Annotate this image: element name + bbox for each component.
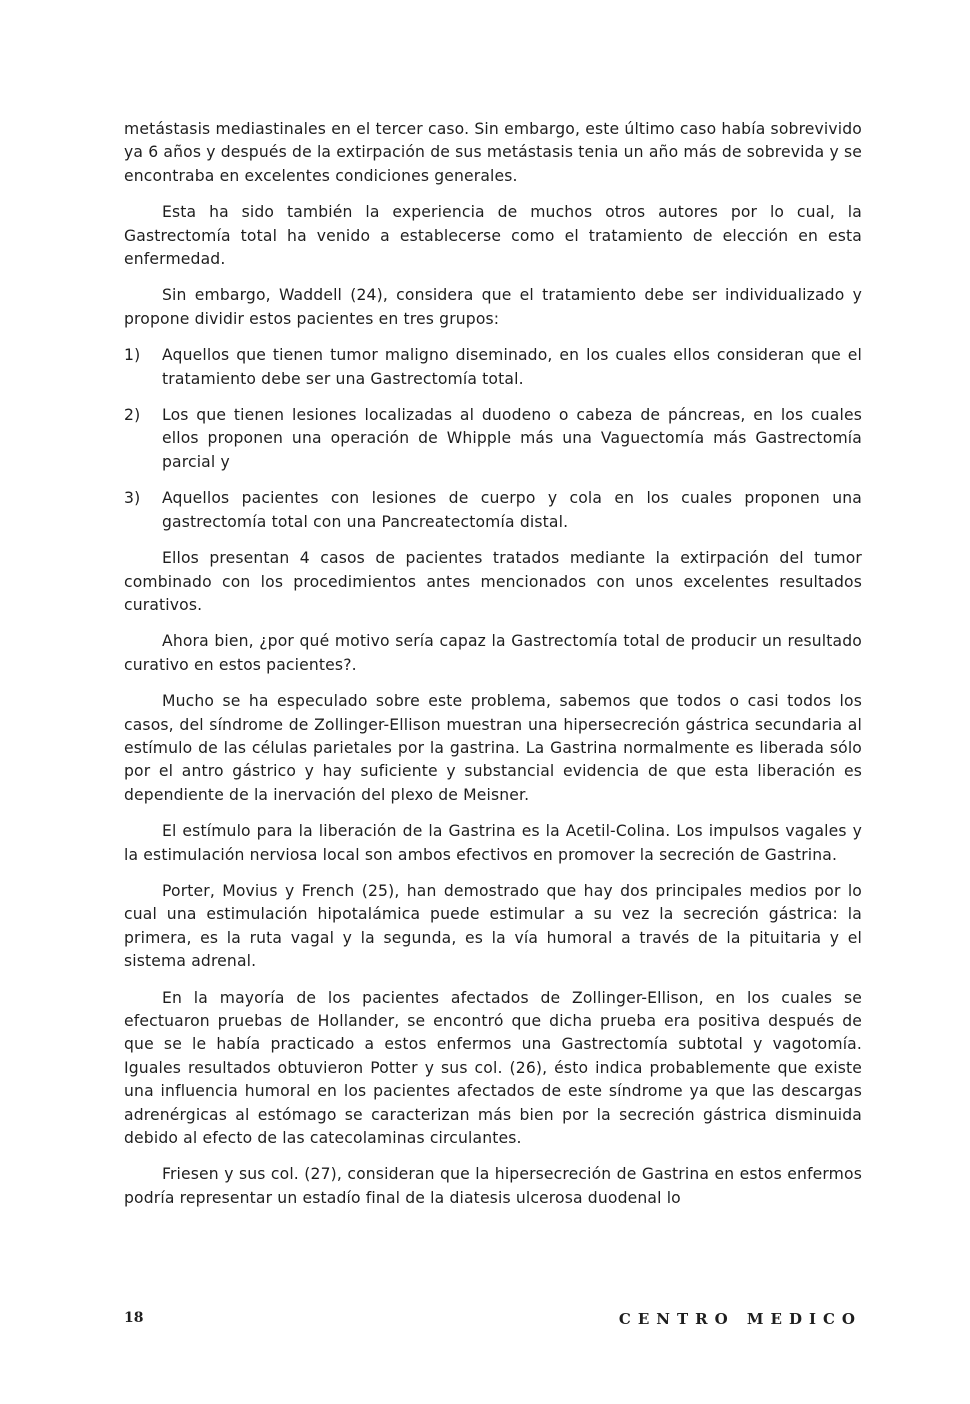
- paragraph-2: Esta ha sido también la experiencia de muchos otros autores por lo cual, la Gastrectomía total ha venido a establecerse como el tratamiento de elección en esta enfermedad.: [124, 203, 862, 269]
- paragraph-6: Mucho se ha especulado sobre este problema, sabemos que todos o casi todos los casos, del síndrome de Zollinger-Ellison muestran una hipersecreción gástrica secundaria al estímulo de las células parietales por la gastrina. La Gastrina normalmente es liberada sólo por el antro gástrico y hay suficiente y substancial evidencia de que esta liberación es dependiente de la inervación del plexo de Meisner.: [124, 692, 862, 804]
- list-text: Aquellos que tienen tumor maligno diseminado, en los cuales ellos consideran que el tratamiento debe ser una Gastrectomía total.: [162, 346, 862, 388]
- list-text: Aquellos pacientes con lesiones de cuerpo y cola en los cuales proponen una gastrectomía total con una Pancreatectomía distal.: [162, 489, 862, 531]
- paragraph-8: Porter, Movius y French (25), han demostrado que hay dos principales medios por lo cual una estimulación hipotalámica puede estimular a su vez la secreción gástrica: la primera, es la ruta vagal y la segunda, es la vía humoral a través de la pituitaria y el sistema adrenal.: [124, 881, 862, 971]
- paragraph-1: metástasis mediastinales en el tercer caso. Sin embargo, este último caso había sobrevivido ya 6 años y después de la extirpación de sus metástasis tenia un año más de sobrevida y se encontraba en excelentes condiciones generales.: [124, 120, 862, 185]
- journal-name: CENTRO MEDICO: [618, 1310, 862, 1328]
- list-number: 3): [124, 489, 141, 508]
- paragraph-4: Ellos presentan 4 casos de pacientes tratados mediante la extirpación del tumor combinado con los procedimientos antes mencionados con unos excelentes resultados curativos.: [124, 549, 862, 614]
- list-number: 1): [124, 346, 141, 365]
- list-item-2: [124, 404, 862, 474]
- list-item-3: [124, 487, 862, 534]
- paragraph-10: Friesen y sus col. (27), consideran que la hipersecreción de Gastrina en estos enfermos podría representar un estadío final de la diatesis ulcerosa duodenal lo: [124, 1165, 862, 1207]
- list-item-1: [124, 344, 862, 391]
- page-number: 18: [124, 1310, 144, 1326]
- list-number: 2): [124, 406, 141, 425]
- paragraph-9: En la mayoría de los pacientes afectados de Zollinger-Ellison, en los cuales se efectuaron pruebas de Hollander, se encontró que dicha prueba era positiva después de que se le había practicado a estos enfermos una Gastrectomía subtotal y vagotomía. Iguales resultados obtuvieron Potter y sus col. (26), ésto indica probablemente que existe una influencia humoral en los pacientes afectados de este síndrome ya que las descargas adrenérgicas al estómago se caracterizan más bien por la secreción gástrica disminuida debido al efecto de las catecolaminas circulantes.: [124, 988, 862, 1148]
- paragraph-3: Sin embargo, Waddell (24), considera que el tratamiento debe ser individualizado y propone dividir estos pacientes en tres grupos:: [124, 286, 862, 328]
- page-body: [124, 118, 862, 1223]
- page-footer: [124, 1310, 862, 1332]
- paragraph-5: Ahora bien, ¿por qué motivo sería capaz la Gastrectomía total de producir un resultado curativo en estos pacientes?.: [124, 632, 862, 674]
- paragraph-7: El estímulo para la liberación de la Gastrina es la Acetil-Colina. Los impulsos vagales y la estimulación nerviosa local son ambos efectivos en promover la secreción de Gastrina.: [124, 822, 862, 864]
- list-text: Los que tienen lesiones localizadas al duodeno o cabeza de páncreas, en los cuales ellos proponen una operación de Whipple más una Vaguectomía más Gastrectomía parcial y: [162, 406, 862, 471]
